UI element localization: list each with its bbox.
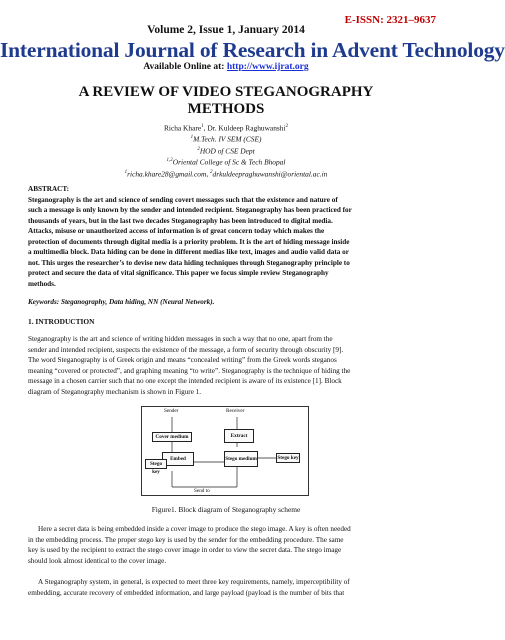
send-to-label: Send to: [194, 488, 210, 494]
author-names: Richa Khare$^1$, Dr. Kuldeep Raghuwanshi$^2$: [163, 123, 289, 133]
stego-medium-box: Stego medium: [224, 451, 258, 467]
paragraph-line: Here a secret data is being embedded inside a cover image to produce the stego image. A key is often needed: [38, 525, 351, 533]
paragraph-line: A Steganography system, in general, is expected to meet three key requirements, namely, imperceptibility of: [38, 578, 350, 586]
abstract-line: a multimedia block. Data hiding can be done in different medias like text, images and audio valid data or: [28, 248, 349, 256]
affiliation-3: $^{1,2}$Oriental College of Sc & Tech Bhopal: [166, 157, 286, 167]
stego-key-right-box: Stego key: [277, 455, 299, 461]
keywords: Keywords: Steganography, Data hiding, NN (Neural Network).: [28, 298, 215, 306]
steganography-block-diagram: [141, 406, 309, 496]
figure-caption: Figure1. Block diagram of Steganography scheme: [151, 505, 301, 514]
abstract-line: methods.: [28, 279, 56, 288]
paragraph-line: in the embedding process. The proper stego key is used by the sender for the embedding procedure. The same: [28, 535, 344, 544]
paragraph-2: [28, 524, 424, 566]
section-heading: 1. INTRODUCTION: [28, 317, 95, 326]
author-block: [0, 122, 452, 179]
online-availability: [0, 62, 452, 72]
abstract-line: protect and secure the data of vital significance. This paper we focus simple review Steganography: [28, 269, 329, 277]
paragraph-3: [28, 577, 424, 598]
abstract: [28, 184, 424, 289]
paragraph-line: embedding, accurate recovery of embedded information, and large payload (payload is the number of bits that: [28, 588, 345, 597]
intro-line: diagram of Steganography mechanism is shown in Figure 1.: [28, 387, 202, 396]
intro-line: message in a chosen carrier such that no one except the intended recipient is aware of its existence [1]. Block: [28, 377, 342, 385]
abstract-line: protection of documents through digital media is a priority problem. It is the art of hiding message inside: [28, 237, 350, 246]
abstract-line: Attacks, misuse or unauthorized access of information is of great concern today which makes the: [28, 227, 325, 235]
embed-box: Embed: [162, 452, 194, 466]
abstract-line: thousands of years, but in the last two decades Steganography has been introduced to digital media.: [28, 216, 333, 225]
cover-medium-box: Cover medium: [152, 432, 192, 442]
intro-line: The word Steganography is of Greek origin and means “concealed writing” from the Greek words steganos: [28, 356, 337, 364]
title-line-2: METHODS: [187, 101, 265, 117]
paper-title: [0, 84, 452, 118]
intro-line: sender and intended recipient, suspects the existence of the message, a form of security through obscurity [9].: [28, 345, 344, 354]
journal-link[interactable]: http://www.ijrat.org: [226, 62, 309, 72]
paragraph-line: key is used by the recipient to extract the stego cover image in order to view the secret data. The stego image: [28, 546, 342, 554]
extract-box: Extract: [224, 429, 254, 443]
sender-label: Sender: [164, 408, 179, 414]
affiliation-2: $^2$HOD of CSE Dept: [197, 146, 255, 156]
intro-paragraph: [28, 334, 424, 397]
abstract-line: such a message is only known by the sender and intended recipient. Steganography has been practiced for: [28, 206, 352, 214]
receiver-label: Receiver: [226, 408, 245, 414]
intro-line: meaning “covered or protected”, and graphing meaning “to write”. Steganography is the technique of hiding the: [28, 366, 351, 375]
stego-key-left-box: Stego key: [145, 459, 167, 469]
abstract-heading: ABSTRACT:: [28, 185, 70, 193]
journal-title: International Journal of Research in Advent Technology: [0, 38, 505, 62]
abstract-line: not. This urges the researcher’s to devise new data hiding techniques through Steganography principle to: [28, 258, 350, 267]
affiliation-1: $^1$M.Tech. IV SEM (CSE): [190, 134, 262, 144]
paragraph-line: should look almost identical to the cover image.: [28, 556, 167, 565]
author-emails: $^1$richa.khare28@gmail.com, $^2$drkuldeepraghuwanshi@oriental.ac.in: [124, 169, 328, 179]
title-line-1: A REVIEW OF VIDEO STEGANOGRAPHY: [78, 84, 374, 100]
volume-issue: Volume 2, Issue 1, January 2014: [147, 24, 305, 36]
abstract-line: Steganography is the art and science of sending covert messages such that the existence and nature of: [28, 195, 338, 204]
online-prefix: Available Online at:: [143, 62, 227, 72]
issn-label: E-ISSN: 2321–9637: [344, 14, 436, 26]
intro-line: Steganography is the art and science of writing hidden messages in such a way that no one, apart from the: [28, 335, 333, 343]
